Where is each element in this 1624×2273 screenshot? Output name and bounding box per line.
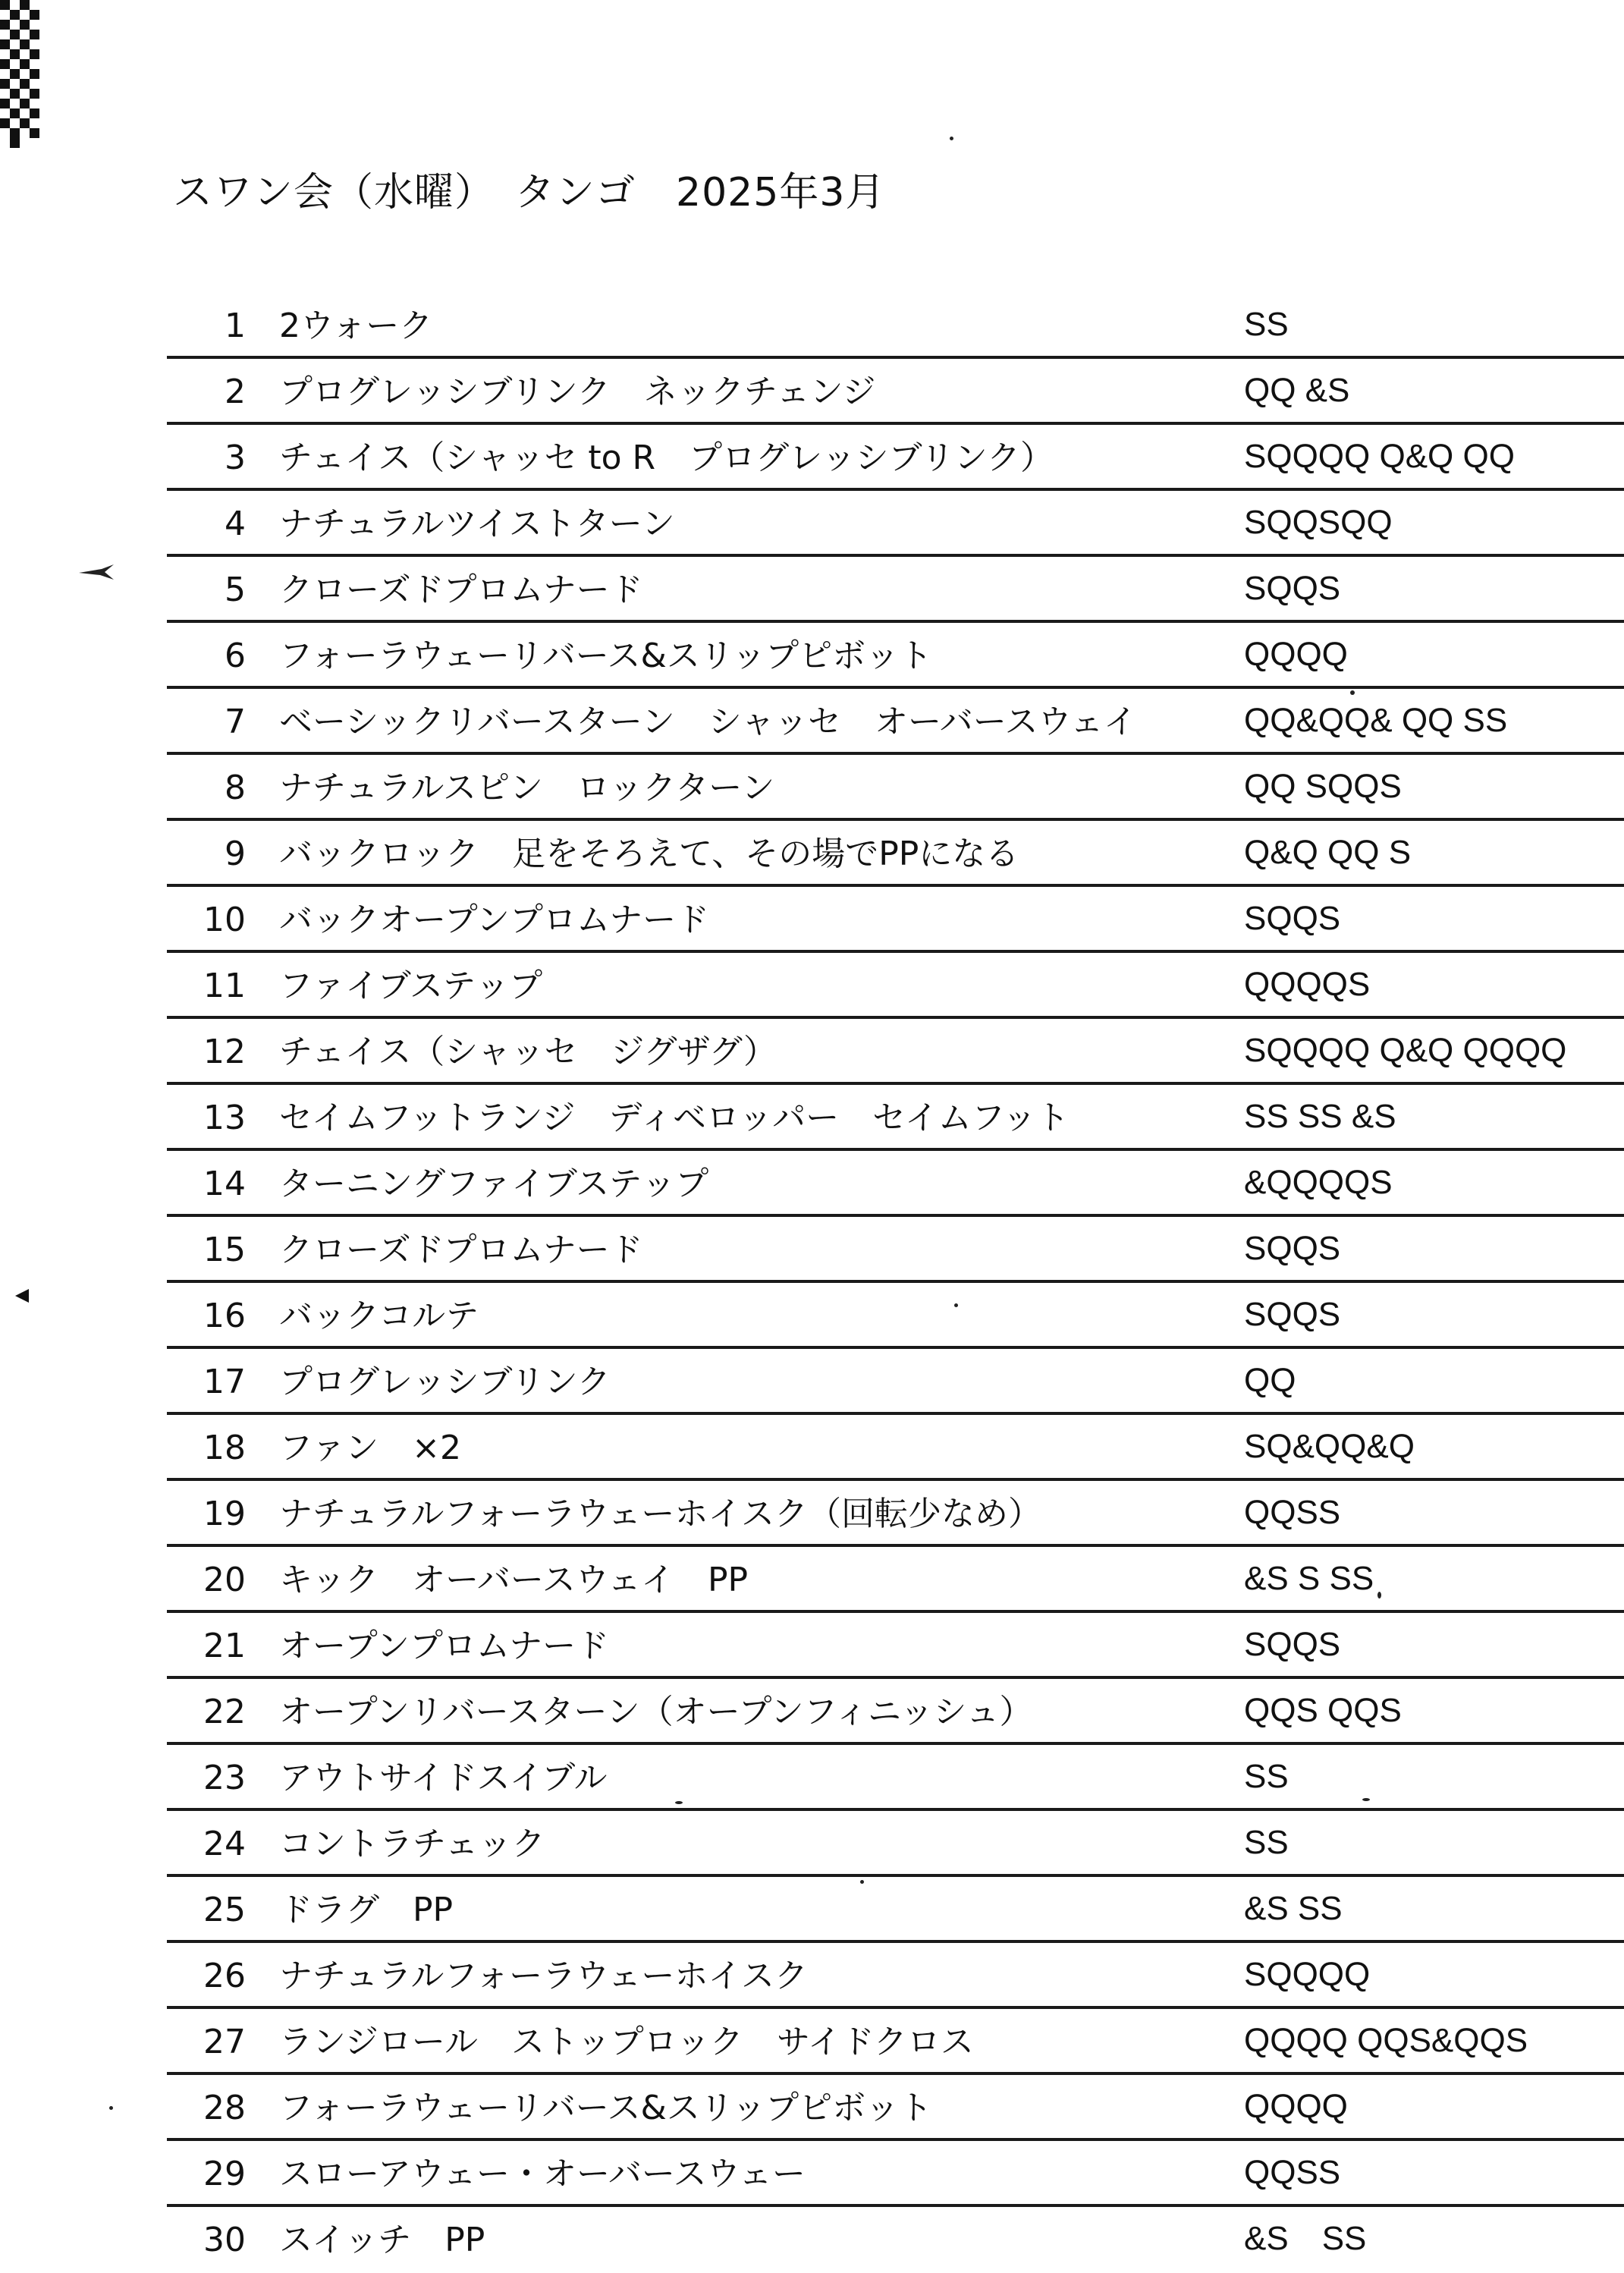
step-name: フォーラウェーリバース&スリップピボット bbox=[279, 637, 933, 675]
step-number: 2 bbox=[225, 373, 246, 411]
step-number: 9 bbox=[225, 835, 246, 873]
step-rhythm: QQSS bbox=[1244, 1494, 1341, 1531]
step-rhythm: QQQQ bbox=[1244, 2088, 1348, 2125]
table-row bbox=[167, 1877, 1624, 1943]
step-number: 15 bbox=[203, 1231, 246, 1269]
step-rhythm: &QQQQS bbox=[1244, 1164, 1393, 1201]
step-name: ナチュラルフォーラウェーホイスク bbox=[279, 1957, 808, 1995]
step-name: チェイス（シャッセ to R プログレッシブリンク） bbox=[279, 439, 1054, 477]
step-name: セイムフットランジ ディベロッパー セイムフット bbox=[279, 1099, 1070, 1137]
step-rhythm: SQQS bbox=[1244, 570, 1341, 607]
table-row bbox=[167, 1217, 1624, 1283]
step-number: 27 bbox=[203, 2023, 246, 2061]
step-rhythm: QQQQS bbox=[1244, 966, 1371, 1003]
step-name: 2ウォーク bbox=[279, 307, 433, 345]
step-name: オープンプロムナード bbox=[279, 1627, 610, 1665]
table-row bbox=[167, 1283, 1624, 1349]
step-name: ファン ×2 bbox=[279, 1429, 461, 1467]
table-row bbox=[167, 1811, 1624, 1877]
step-number: 3 bbox=[225, 439, 246, 477]
step-name: ターニングファイブステップ bbox=[279, 1165, 709, 1203]
step-number: 13 bbox=[203, 1099, 246, 1137]
step-rhythm: &S SS bbox=[1244, 1890, 1343, 1927]
table-row bbox=[167, 2075, 1624, 2141]
step-number: 29 bbox=[203, 2155, 246, 2193]
table-row bbox=[167, 755, 1624, 821]
step-rhythm: SQQQQ bbox=[1244, 1956, 1371, 1993]
table-row bbox=[167, 1943, 1624, 2009]
step-rhythm: QQS QQS bbox=[1244, 1692, 1402, 1729]
step-number: 18 bbox=[203, 1429, 246, 1467]
step-name: バックコルテ bbox=[279, 1297, 479, 1335]
step-number: 7 bbox=[225, 703, 246, 741]
table-row bbox=[167, 425, 1624, 491]
table-row bbox=[167, 623, 1624, 689]
step-rhythm: SQQS bbox=[1244, 1296, 1341, 1333]
table-row bbox=[167, 2141, 1624, 2207]
step-number: 19 bbox=[203, 1495, 246, 1533]
step-table bbox=[167, 293, 1624, 2273]
step-number: 25 bbox=[203, 1891, 246, 1929]
table-row bbox=[167, 887, 1624, 953]
step-rhythm: &S SS bbox=[1244, 2220, 1367, 2257]
step-number: 4 bbox=[225, 505, 246, 543]
step-name: ナチュラルフォーラウェーホイスク（回転少なめ） bbox=[279, 1495, 1041, 1533]
table-row bbox=[167, 1349, 1624, 1415]
step-name: バックオープンプロムナード bbox=[279, 901, 710, 939]
step-name: ナチュラルツイストターン bbox=[279, 505, 675, 543]
table-row bbox=[167, 557, 1624, 623]
scan-speck bbox=[109, 2106, 113, 2110]
table-row bbox=[167, 491, 1624, 557]
table-row bbox=[167, 1151, 1624, 1217]
step-number: 1 bbox=[225, 307, 246, 345]
table-row bbox=[167, 821, 1624, 887]
step-rhythm: SQQSQQ bbox=[1244, 504, 1393, 541]
step-rhythm: SQQS bbox=[1244, 900, 1341, 937]
table-row bbox=[167, 1415, 1624, 1481]
step-name: オープンリバースターン（オープンフィニッシュ） bbox=[279, 1693, 1033, 1731]
step-name: クローズドプロムナード bbox=[279, 571, 643, 609]
step-rhythm: SS bbox=[1244, 1758, 1289, 1795]
step-name: バックロック 足をそろえて、その場でPPになる bbox=[279, 835, 1019, 873]
step-rhythm: &S S SS bbox=[1244, 1560, 1374, 1597]
table-row bbox=[167, 953, 1624, 1019]
step-name: ナチュラルスピン ロックターン bbox=[279, 769, 775, 807]
step-rhythm: QQQQ QQS&QQS bbox=[1244, 2022, 1528, 2059]
step-number: 6 bbox=[225, 637, 246, 675]
step-name: ドラグ PP bbox=[279, 1891, 454, 1929]
step-name: ベーシックリバースターン シャッセ オーバースウェイ bbox=[279, 703, 1137, 741]
step-name: フォーラウェーリバース&スリップピボット bbox=[279, 2089, 933, 2127]
step-rhythm: QQQQ bbox=[1244, 636, 1348, 673]
step-rhythm: QQ&QQ& QQ SS bbox=[1244, 702, 1508, 739]
step-number: 12 bbox=[203, 1033, 246, 1071]
step-rhythm: QQSS bbox=[1244, 2154, 1341, 2191]
step-name: ファイブステップ bbox=[279, 967, 543, 1005]
scan-speck bbox=[950, 137, 953, 140]
table-row bbox=[167, 1613, 1624, 1679]
step-number: 26 bbox=[203, 1957, 246, 1995]
scan-mark-decoration bbox=[79, 564, 114, 581]
step-number: 5 bbox=[225, 571, 246, 609]
step-rhythm: SQQQQ Q&Q QQQQ bbox=[1244, 1032, 1567, 1069]
step-number: 21 bbox=[203, 1627, 246, 1665]
step-number: 30 bbox=[203, 2221, 246, 2259]
page-title: スワン会（水曜） タンゴ 2025年3月 bbox=[173, 170, 886, 215]
table-row bbox=[167, 359, 1624, 425]
step-number: 14 bbox=[203, 1165, 246, 1203]
table-row bbox=[167, 2009, 1624, 2075]
step-rhythm: SS SS &S bbox=[1244, 1098, 1396, 1135]
table-row bbox=[167, 2207, 1624, 2273]
step-name: プログレッシブリンク bbox=[279, 1363, 611, 1401]
table-row bbox=[167, 1085, 1624, 1151]
step-number: 16 bbox=[203, 1297, 246, 1335]
table-row bbox=[167, 293, 1624, 359]
checker-pattern-decoration bbox=[0, 0, 41, 152]
step-name: アウトサイドスイブル bbox=[279, 1759, 608, 1797]
step-rhythm: SS bbox=[1244, 1824, 1289, 1861]
step-number: 24 bbox=[203, 1825, 246, 1863]
step-rhythm: SQQS bbox=[1244, 1230, 1341, 1267]
step-rhythm: QQ SQQS bbox=[1244, 768, 1402, 805]
step-rhythm: SS bbox=[1244, 306, 1289, 343]
step-number: 22 bbox=[203, 1693, 246, 1731]
step-rhythm: QQ &S bbox=[1244, 372, 1350, 409]
step-number: 23 bbox=[203, 1759, 246, 1797]
left-triangle-mark bbox=[15, 1288, 30, 1303]
table-row bbox=[167, 1547, 1624, 1613]
step-name: クローズドプロムナード bbox=[279, 1231, 643, 1269]
step-number: 28 bbox=[203, 2089, 246, 2127]
table-row bbox=[167, 1481, 1624, 1547]
step-number: 20 bbox=[203, 1561, 246, 1599]
step-name: プログレッシブリンク ネックチェンジ bbox=[279, 373, 876, 411]
step-name: チェイス（シャッセ ジグザグ） bbox=[279, 1033, 777, 1071]
step-rhythm: Q&Q QQ S bbox=[1244, 834, 1412, 871]
step-number: 10 bbox=[203, 901, 246, 939]
step-number: 11 bbox=[203, 967, 246, 1005]
table-row bbox=[167, 1679, 1624, 1745]
step-name: キック オーバースウェイ PP bbox=[279, 1561, 749, 1599]
step-number: 8 bbox=[225, 769, 246, 807]
step-name: スローアウェー・オーバースウェー bbox=[279, 2155, 806, 2193]
step-name: ランジロール ストップロック サイドクロス bbox=[279, 2023, 974, 2061]
step-number: 17 bbox=[203, 1363, 246, 1401]
table-row bbox=[167, 1019, 1624, 1085]
table-row bbox=[167, 1745, 1624, 1811]
table-row bbox=[167, 689, 1624, 755]
step-rhythm: SQQS bbox=[1244, 1626, 1341, 1663]
step-rhythm: SQ&QQ&Q bbox=[1244, 1428, 1415, 1465]
step-rhythm: SQQQQ Q&Q QQ bbox=[1244, 438, 1515, 475]
step-name: スイッチ PP bbox=[279, 2221, 485, 2259]
step-name: コントラチェック bbox=[279, 1825, 545, 1863]
step-rhythm: QQ bbox=[1244, 1362, 1296, 1399]
